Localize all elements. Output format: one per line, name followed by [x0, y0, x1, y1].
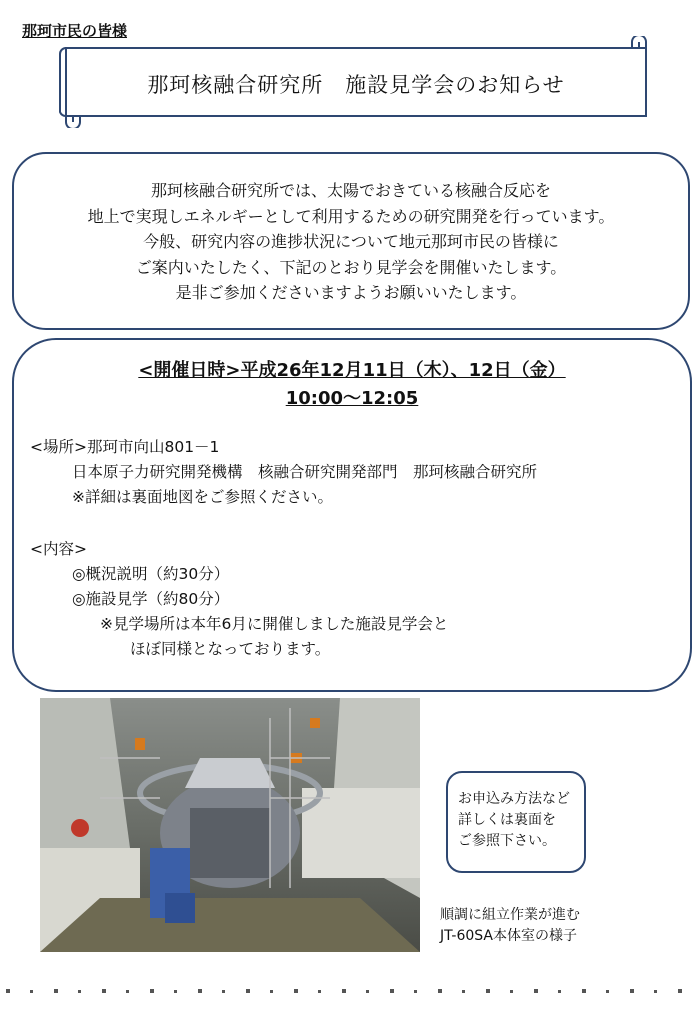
photo-caption	[440, 905, 580, 947]
place-label: <場所>那珂市向山801－1	[30, 438, 220, 456]
application-info-callout	[446, 771, 586, 873]
dotted-border	[0, 985, 700, 997]
page-title: 那珂核融合研究所 施設見学会のお知らせ	[147, 73, 565, 97]
content-label: <内容>	[30, 540, 87, 558]
intro-line: 那珂核融合研究所では、太陽でおきている核融合反応を	[150, 181, 551, 200]
event-details-box	[12, 338, 692, 692]
callout-line: お申込み方法など	[458, 791, 570, 807]
callout-line: 詳しくは裏面を	[458, 812, 556, 828]
caption-line: JT-60SA本体室の様子	[440, 928, 577, 944]
content-item: ◎施設見学（約80分）	[72, 590, 230, 608]
intro-line: 是非ご参加くださいますようお願いいたします。	[175, 283, 527, 302]
intro-line: 今般、研究内容の進捗状況について地元那珂市民の皆様に	[143, 232, 559, 251]
addressee: 那珂市民の皆様	[22, 22, 128, 40]
intro-line: ご案内いたしたく、下記のとおり見学会を開催いたします。	[135, 257, 567, 277]
event-date: <開催日時>平成26年12月11日（木）、12日（金）	[138, 360, 566, 381]
intro-line: 地上で実現しエネルギーとして利用するための研究開発を行っています。	[87, 206, 615, 226]
place-organization: 日本原子力研究開発機構 核融合研究開発部門 那珂核融合研究所	[72, 463, 538, 481]
content-note: ※見学場所は本年6月に開催しました施設見学会と	[100, 615, 449, 633]
callout-line: ご参照下さい。	[458, 833, 556, 849]
facility-photo	[40, 698, 420, 952]
title-banner	[56, 36, 656, 128]
content-note: ほぼ同様となっております。	[130, 640, 331, 658]
place-note: ※詳細は裏面地図をご参照ください。	[72, 488, 333, 506]
caption-line: 順調に組立作業が進む	[440, 907, 580, 923]
jt60sa-hall-image	[40, 698, 420, 952]
intro-text	[14, 178, 688, 306]
callout-text	[458, 789, 570, 852]
event-time: 10:00～12:05	[285, 388, 419, 409]
content-item: ◎概況説明（約30分）	[72, 565, 230, 583]
intro-box	[12, 152, 690, 330]
